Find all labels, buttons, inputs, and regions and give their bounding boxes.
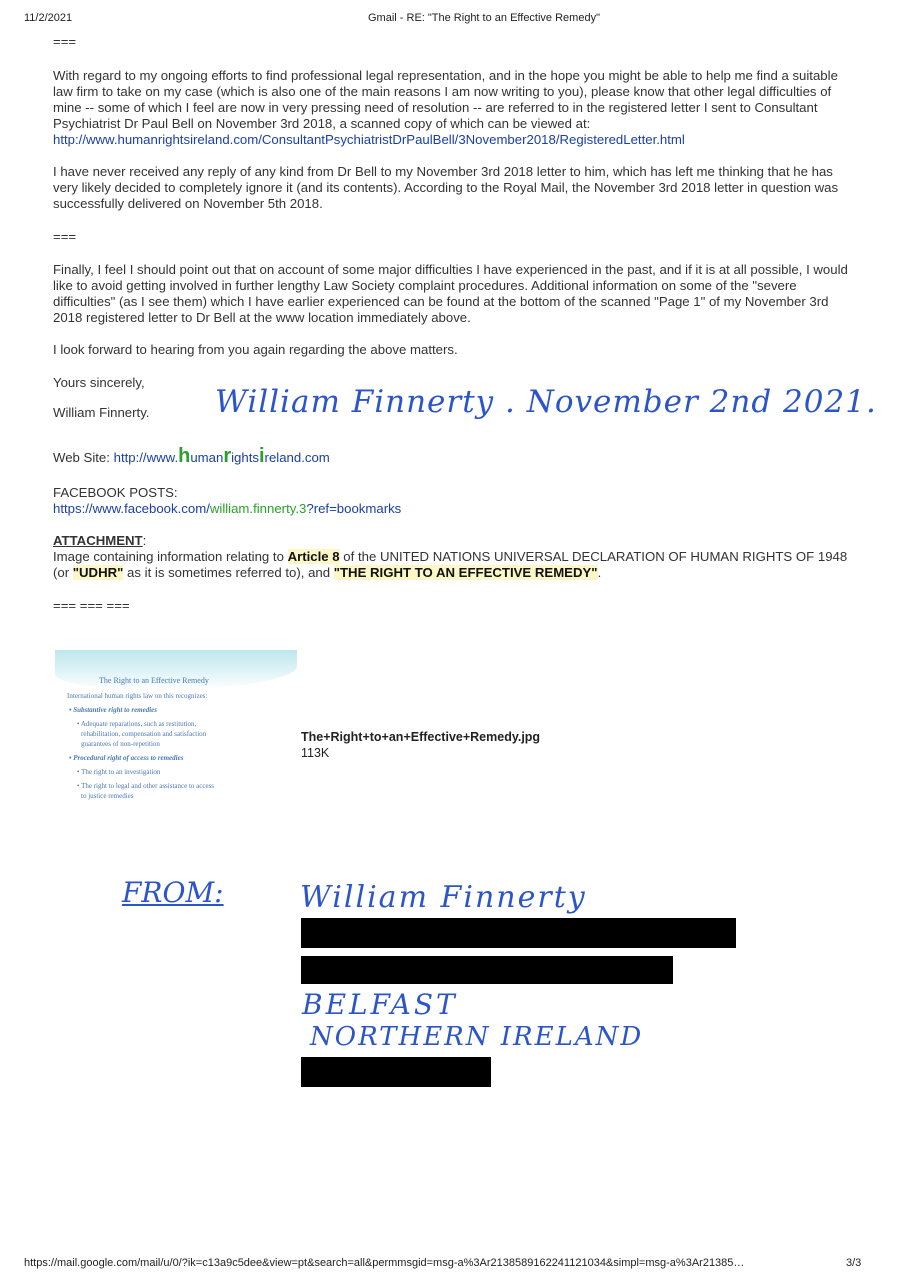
attachment-thumbnail[interactable]: The Right to an Effective Remedy International human rights law on this recognizes: • Substantive right to remedies • Adequate reparations, such as restitution, rehabilitation, compensation and satisfaction guarantees of non-repetition • Procedural right of access to remedies • The right to an investigation • The right to legal and other assistance to access to justice remedies <box>55 648 297 816</box>
separator: === <box>53 229 77 244</box>
sender-name: William Finnerty. <box>53 405 150 420</box>
attachment-size: 113K <box>301 746 330 760</box>
print-date: 11/2/2021 <box>24 12 73 24</box>
paragraph-no-reply: I have never received any reply of any kind from Dr Bell to my November 3rd 2018 letter to him, which has left me thinking that he has very likely decided to completely ignore it (and its contents). According to the Royal Mail, the November 3rd 2018 letter in question was successfully delivered on November 5th 2018. <box>53 164 839 211</box>
registered-letter-link[interactable]: http://www.humanrightsireland.com/ConsultantPsychiatristDrPaulBell/3November2018/RegisteredLetter.html <box>53 132 685 147</box>
handwritten-from-label: FROM: <box>122 876 224 909</box>
paragraph-look-forward: I look forward to hearing from you again regarding the above matters. <box>53 342 458 357</box>
attachment-description: Image containing information relating to Article 8 of the UNITED NATIONS UNIVERSAL DECLARATION OF HUMAN RIGHTS OF 1948 (or "UDHR" as it is sometimes referred to), and "THE RIGHT TO AN EFFECTIVE REMEDY". <box>53 549 848 580</box>
website-label: Web Site: <box>53 450 110 465</box>
redacted-address-line-1 <box>301 918 736 948</box>
separator: === <box>53 34 77 49</box>
closing: Yours sincerely, <box>53 375 145 390</box>
facebook-line <box>53 501 853 517</box>
paragraph-legal-representation <box>53 68 853 148</box>
facebook-link[interactable]: https://www.facebook.com/william.finnerty.3?ref=bookmarks <box>53 501 402 516</box>
handwritten-region: NORTHERN IRELAND <box>310 1022 644 1052</box>
facebook-label: FACEBOOK POSTS: <box>53 485 178 500</box>
handwritten-signature: William Finnerty . November 2nd 2021. <box>215 384 877 420</box>
footer-url: https://mail.google.com/mail/u/0/?ik=c13a9c5dee&view=pt&search=all&permmsgid=msg-a%3Ar2138589162241121034&simpl=msg-a%3Ar21385… <box>24 1257 745 1269</box>
redacted-address-line-2 <box>301 956 673 984</box>
attachment-label: ATTACHMENT <box>53 533 143 548</box>
attachment-heading: ATTACHMENT: <box>53 533 147 548</box>
website-line <box>53 445 853 467</box>
separator: === === === <box>53 598 130 613</box>
print-title: Gmail - RE: "The Right to an Effective Remedy" <box>368 12 600 24</box>
page-number: 3/3 <box>846 1257 862 1269</box>
paragraph-text: With regard to my ongoing efforts to find professional legal representation, and in the hope you might be able to help me find a suitable law firm to take on my case (which is also one of the main reasons I am now writing to you), please know that other legal difficulties of mine -- some of which I feel are now in very pressing need of resolution -- are referred to in the registered letter I sent to Consultant Psychiatrist Dr Paul Bell on November 3rd 2018, a scanned copy of which can be viewed at: <box>53 68 838 131</box>
paragraph-difficulties: Finally, I feel I should point out that on account of some major difficulties I have experienced in the past, and if it is at all possible, I would like to avoid getting involved in further lengthy Law Society complaint procedures. Additional information on some of the "severe difficulties" (as I see them) which I have earlier experienced can be found at the bottom of the scanned "Page 1" of my November 3rd 2018 registered letter to Dr Bell at the www location immediately above. <box>53 262 848 325</box>
attachment-filename[interactable]: The+Right+to+an+Effective+Remedy.jpg <box>301 730 541 744</box>
thumbnail-title: The Right to an Effective Remedy <box>99 676 209 685</box>
handwritten-name: William Finnerty <box>300 880 587 915</box>
website-link[interactable]: http://www.humanrightsireland.com <box>113 445 330 467</box>
handwritten-city: BELFAST <box>302 988 458 1021</box>
redacted-postcode <box>301 1057 491 1087</box>
